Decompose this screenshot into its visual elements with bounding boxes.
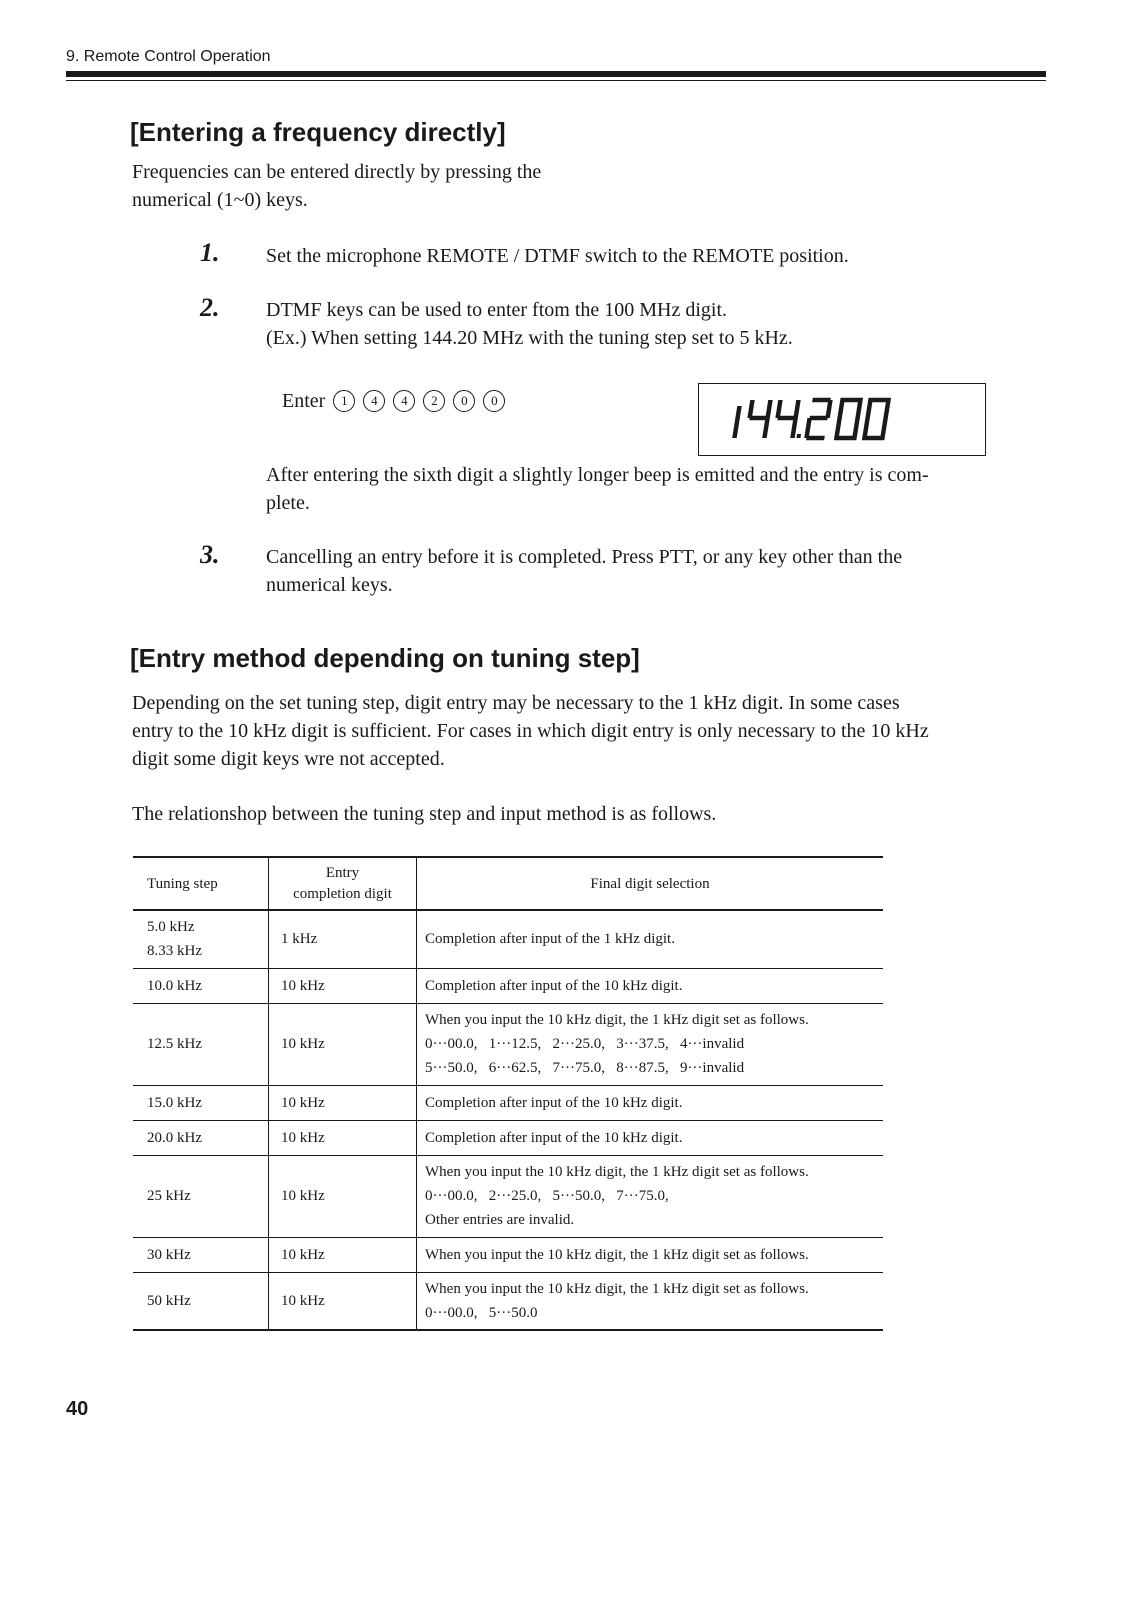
key-circle-2: 4: [363, 390, 385, 412]
header-rule-thick: [66, 71, 1046, 77]
table-row: [133, 910, 883, 968]
step-1-line-1: Set the microphone REMOTE / DTMF switch to the REMOTE position.: [266, 245, 849, 267]
entry-method-paragraph: [132, 689, 1052, 773]
cell-final-line-2: 0···00.0, 2···25.0, 5···50.0, 7···75.0,: [425, 1188, 669, 1204]
cell-final-selection: Completion after input of the 10 kHz digit.: [425, 977, 683, 994]
cell-tuning-step: 10.0 kHz: [133, 968, 269, 1003]
after-entry-line-2: plete.: [266, 492, 310, 514]
key-circle-3: 4: [393, 390, 415, 412]
enter-label: Enter: [282, 390, 326, 412]
lcd-seven-segment-readout: [699, 384, 985, 455]
section-title-entering-frequency: [Entering a frequency directly]: [130, 117, 506, 147]
step-number-3: 3.: [200, 540, 220, 569]
step-2-line-2: (Ex.) When setting 144.20 MHz with the tuning step set to 5 kHz.: [266, 327, 793, 349]
cell-final-selection: [417, 1155, 884, 1237]
key-circle-5: 0: [453, 390, 475, 412]
lcd-display: [698, 383, 986, 456]
cell-final-line-1: When you input the 10 kHz digit, the 1 kHz digit set as follows.: [425, 1012, 809, 1028]
step-text-3: [266, 543, 1046, 599]
relationship-paragraph: The relationshop between the tuning step and input method is as follows.: [132, 803, 717, 825]
cell-final-selection: Completion after input of the 10 kHz digit.: [425, 1094, 683, 1111]
table-row: [133, 1272, 883, 1330]
header-rule-thin: [66, 80, 1046, 81]
cell-entry-digit: 10 kHz: [269, 1237, 417, 1272]
cell-final-selection: [417, 1003, 884, 1085]
cell-final-selection: Completion after input of the 1 kHz digit.: [425, 931, 675, 948]
cell-final-line-1: When you input the 10 kHz digit, the 1 kHz digit set as follows.: [425, 1164, 809, 1180]
cell-step-line-1: 5.0 kHz: [147, 919, 195, 936]
cell-entry-digit: 10 kHz: [269, 968, 417, 1003]
cell-final-selection: When you input the 10 kHz digit, the 1 kHz digit set as follows.: [425, 1246, 809, 1263]
entry-method-line-1: Depending on the set tuning step, digit entry may be necessary to the 1 kHz digit. In some cases: [132, 692, 900, 714]
cell-final-line-3: 5···50.0, 6···62.5, 7···75.0, 8···87.5, 9···invalid: [425, 1060, 745, 1076]
cell-entry-digit: 10 kHz: [269, 1003, 417, 1085]
intro-line-2: numerical (1~0) keys.: [132, 189, 308, 211]
table-row: [133, 1085, 883, 1120]
header-entry-line-2: completion digit: [293, 885, 392, 902]
after-entry-note: [266, 461, 1046, 517]
table-row: [133, 968, 883, 1003]
cell-tuning-step: 15.0 kHz: [133, 1085, 269, 1120]
step-number-2: 2.: [200, 293, 220, 322]
cell-entry-digit: 10 kHz: [269, 1120, 417, 1155]
entry-method-line-2: entry to the 10 kHz digit is sufficient. For cases in which digit entry is only necessary to the 10 kHz: [132, 720, 929, 742]
cell-final-line-2: 0···00.0, 5···50.0: [425, 1304, 538, 1321]
cell-final-line-1: When you input the 10 kHz digit, the 1 kHz digit set as follows.: [425, 1280, 809, 1297]
entry-method-line-3: digit some digit keys wre not accepted.: [132, 748, 445, 770]
cell-entry-digit: 10 kHz: [269, 1085, 417, 1120]
cell-tuning-step: 25 kHz: [133, 1155, 269, 1237]
header-final-digit-selection: Final digit selection: [590, 875, 710, 892]
cell-entry-digit: 1 kHz: [269, 910, 417, 968]
header-entry-line-1: Entry: [325, 864, 360, 881]
key-circle-6: 0: [483, 390, 505, 412]
tuning-step-table: [133, 856, 883, 1331]
step-text-2: [266, 296, 1046, 352]
header-tuning-step: Tuning step: [133, 857, 269, 910]
step-number-1: 1.: [200, 238, 220, 267]
cell-tuning-step: 30 kHz: [133, 1237, 269, 1272]
after-entry-line-1: After entering the sixth digit a slightly longer beep is emitted and the entry is com-: [266, 464, 929, 486]
table-row: [133, 1003, 883, 1085]
table-row: [133, 1155, 883, 1237]
section-title-entry-method: [Entry method depending on tuning step]: [130, 643, 640, 673]
enter-key-sequence: [282, 390, 505, 413]
key-circle-4: 2: [423, 390, 445, 412]
cell-tuning-step: 12.5 kHz: [133, 1003, 269, 1085]
cell-tuning-step: [133, 910, 269, 968]
intro-line-1: Frequencies can be entered directly by pressing the: [132, 161, 542, 183]
cell-step-line-2: 8.33 kHz: [147, 943, 202, 960]
cell-tuning-step: 50 kHz: [133, 1272, 269, 1330]
table-row: [133, 1120, 883, 1155]
key-circle-1: 1: [333, 390, 355, 412]
cell-entry-digit: 10 kHz: [269, 1272, 417, 1330]
step-3-line-2: numerical keys.: [266, 574, 393, 596]
running-header: 9. Remote Control Operation: [66, 48, 271, 65]
cell-tuning-step: 20.0 kHz: [133, 1120, 269, 1155]
cell-entry-digit: 10 kHz: [269, 1155, 417, 1237]
step-3-line-1: Cancelling an entry before it is completed. Press PTT, or any key other than the: [266, 546, 903, 568]
step-text-1: [266, 242, 1046, 270]
page-number: 40: [66, 1398, 89, 1420]
table-row: [133, 1237, 883, 1272]
cell-final-line-2: 0···00.0, 1···12.5, 2···25.0, 3···37.5, 4···invalid: [425, 1036, 745, 1052]
cell-final-selection: Completion after input of the 10 kHz digit.: [425, 1129, 683, 1146]
intro-paragraph: [132, 158, 541, 214]
step-2-line-1: DTMF keys can be used to enter ftom the 100 MHz digit.: [266, 299, 728, 321]
cell-final-line-3: Other entries are invalid.: [425, 1212, 575, 1228]
cell-final-selection: [417, 1272, 884, 1330]
header-entry-completion-digit: [269, 857, 417, 910]
table-header-row: [133, 857, 883, 910]
